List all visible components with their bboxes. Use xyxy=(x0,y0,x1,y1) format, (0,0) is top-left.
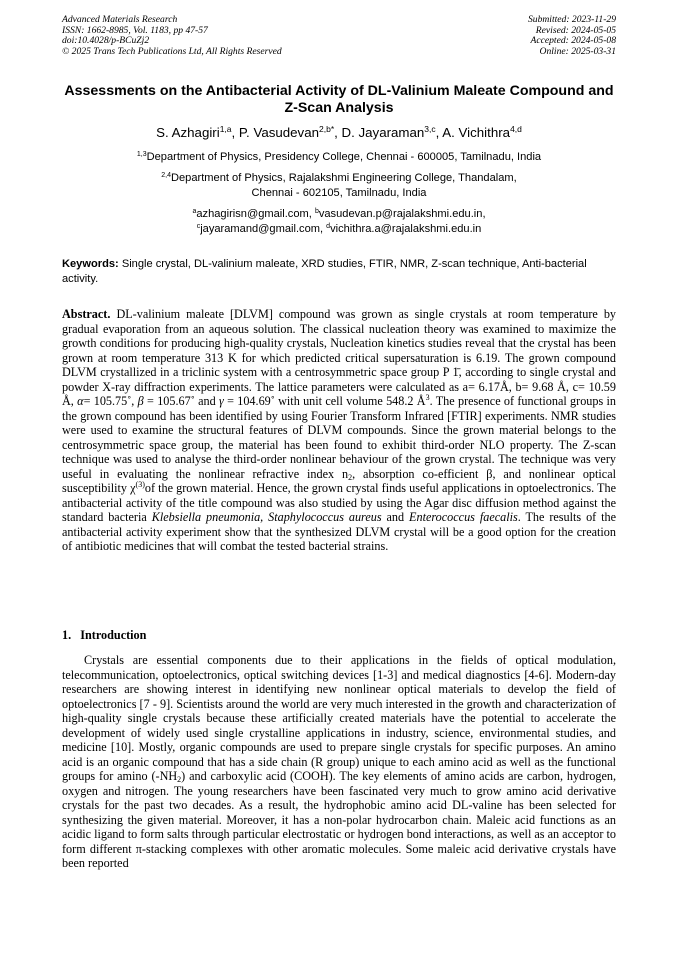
submission-dates xyxy=(528,15,616,57)
abstract-text: , absorption co-efficient β, and nonlinear optical susceptibility χ xyxy=(62,466,616,495)
intro-text: ) and carboxylic acid (COOH). The key elements of amino acids are carbon, hydrogen, oxygen and nitrogen. The young researchers have been fascinated very much to grow amino acid derivative crystals for the past two decades. As a result, the hydrophobic amino acid DL-valine has been selected for synthesizing the given material. Moreover, it has a non-polar hydrocarbon chain. Maleic acid functions as an acidic ligand to form salts through particular electrostatic or hydrogen bond interactions, as well as an acceptor to form different π-stacking complexes with other aromatic molecules. Some maleic acid derivative crystals have been reported xyxy=(62,769,616,870)
chi-superscript: (3) xyxy=(135,480,145,489)
keywords-label: Keywords: xyxy=(62,258,119,270)
volume-exponent: 3 xyxy=(425,393,430,402)
abstract xyxy=(62,307,616,554)
email-address: vasudevan.p@rajalakshmi.edu.in xyxy=(318,208,483,220)
affiliation-2 xyxy=(62,171,616,200)
email-mark: d xyxy=(326,222,331,230)
journal-copyright: © 2025 Trans Tech Publications Ltd, All Rights Reserved xyxy=(62,45,282,57)
journal-doi: doi:10.4028/p-BCuZj2 xyxy=(62,35,150,47)
abstract-text: . The presence of functional groups in the grown compound has been identified by using Fourier Transform Infrared [FTIR] experiments. NMR studies were used to examine the structural features of DLVM compounds. Since the grown material belongs to the centrosymmetric space group, the material has been found to exhibit third-order NLO property. The Z-scan technique was used to analyse the third-order nonlinear behaviour of the grown crystal. The technique was very useful in evaluating the nonlinear refractive index n xyxy=(62,394,617,481)
author-emails: $^a$azhagirisn@gmail.com, $^b$vasudevan.p@rajalakshmi.edu.in, $^c$jayaramand@gmail.com, $^d$vichithra.a@rajalakshmi.edu.in xyxy=(192,208,486,235)
author-name: D. Jayaraman xyxy=(341,125,425,140)
bacteria-names: Klebsiella pneumonia, Staphylococcus aureus xyxy=(151,510,382,524)
abstract-text: = 105.75˚, xyxy=(83,394,135,408)
paper-title: Assessments on the Antibacterial Activity of DL-Valinium Maleate Compound and Z-Scan Analysis xyxy=(64,83,614,116)
email-address: jayaramand@gmail.com xyxy=(200,222,320,235)
nh2-subscript: 2 xyxy=(177,775,182,784)
n2-subscript: 2 xyxy=(348,472,353,482)
email-address: vichithra.a@rajalakshmi.edu.in xyxy=(330,222,482,235)
email-mark: c xyxy=(196,222,201,230)
abstract-text: DL-valinium maleate [DLVM] compound was grown as single crystals at room temperature by gradual evaporation from an aqueous solution. The classical nucleation theory was examined to maximize the growth conditions for producing high-quality crystals, Nucleation kinetics studies reveal that the crystal has been grown at room temperature 313 K for which predicted critical supersaturation is 6.19. The grown compound DLVM crystallized in a triclinic system with a centrosymmetric space group P xyxy=(62,307,617,379)
email-address: azhagirisn@gmail.com xyxy=(196,208,309,220)
author-name: P. Vasudevan xyxy=(238,125,319,140)
space-group-symbol: 1̄ xyxy=(452,365,459,379)
affiliation-1 xyxy=(62,150,616,165)
bacteria-name: Enterococcus faecalis xyxy=(409,510,518,524)
date-accepted: Accepted: 2024-05-08 xyxy=(530,35,616,47)
journal-info xyxy=(62,15,282,57)
journal-issn: ISSN: 1662-8985, Vol. 1183, pp 47-57 xyxy=(62,24,208,36)
date-online: Online: 2025-03-31 xyxy=(539,45,616,57)
abstract-text: = 105.67˚ and xyxy=(147,394,216,408)
abstract-text: of the grown material. Hence, the grown crystal finds useful applications in optoelectronics. The antibacterial activity of the title compound was also studied by using the Agar disc diffusion method against the standard bacteria xyxy=(62,481,616,524)
author-affil-mark: 1,a xyxy=(219,124,232,134)
section-heading-introduction: 1. Introduction xyxy=(62,628,147,642)
abstract-text: and xyxy=(386,510,405,524)
keywords-text: Single crystal, DL-valinium maleate, XRD studies, FTIR, NMR, Z-scan technique, Anti-bacterial activity. xyxy=(62,258,587,285)
email-mark: a xyxy=(192,208,197,215)
author-name: A. Vichithra xyxy=(442,125,511,140)
author-list: S. Azhagiri$^{1,a}$, P. Vasudevan$^{2,b*}$, D. Jayaraman$^{3,c}$, A. Vichithra$^{4,d}$ xyxy=(156,124,522,140)
alpha-symbol: α xyxy=(77,394,84,408)
journal-name: Advanced Materials Research xyxy=(62,14,178,25)
introduction-paragraph xyxy=(62,653,616,871)
date-revised: Revised: 2024-05-05 xyxy=(535,24,616,36)
abstract-text: , according to single crystal and powder X-ray diffraction experiments. The lattice parameters were calculated as a= 6.17Å, b= 9.68 Å, c= 10.59 Å, xyxy=(62,365,616,408)
abstract-label: Abstract. xyxy=(62,307,111,321)
email-mark: b xyxy=(314,208,319,215)
gamma-symbol: γ xyxy=(218,394,224,408)
beta-symbol: β xyxy=(137,394,144,408)
affil-mark: 1,3 xyxy=(136,151,147,158)
author-affil-mark: 4,d xyxy=(510,124,522,134)
intro-text: Crystals are essential components due to their applications in the fields of optical modulation, telecommunication, optoelectronics, optical switching devices [1-3] and medical diagnostics [4-6]. Modern-day researchers are showing interest in identifying new nonlinear optical materials to develop the field of optoelectronics [7 - 9]. Scientists around the world are very much interested in the growth and characterization of high-quality single crystals because these artificially created materials have the potential to accelerate the development of widely used single crystalline applications in industry, science, environmental studies, and medicine [10]. Mostly, organic compounds are used to prepare single crystals for specific purposes. An amino acid is an organic compound that has a side chain (R group) unique to each amino acid as well as the functional groups for amino (-NH xyxy=(62,653,616,783)
affil-text: Department of Physics, Presidency College, Chennai - 600005, Tamilnadu, India xyxy=(146,151,542,163)
affil-text: Department of Physics, Rajalakshmi Engineering College, Thandalam, xyxy=(171,172,517,184)
abstract-text: = 104.69˚ with unit cell volume 548.2 Å xyxy=(227,394,426,408)
keywords xyxy=(62,257,616,286)
author-affil-mark: 3,c xyxy=(424,124,436,134)
author-affil-mark: 2,b* xyxy=(319,124,335,134)
affil-mark: 2,4 xyxy=(161,172,171,179)
author-name: S. Azhagiri xyxy=(156,125,220,140)
date-submitted: Submitted: 2023-11-29 xyxy=(527,14,616,25)
abstract-text: . The results of the antibacterial activity experiment show that the synthesized DLVM crystal will be a good option for the creation of antibiotic medicines that will combat the tested bacterial strains. xyxy=(62,510,617,553)
affil-text: Chennai - 602105, Tamilnadu, India xyxy=(251,186,427,199)
